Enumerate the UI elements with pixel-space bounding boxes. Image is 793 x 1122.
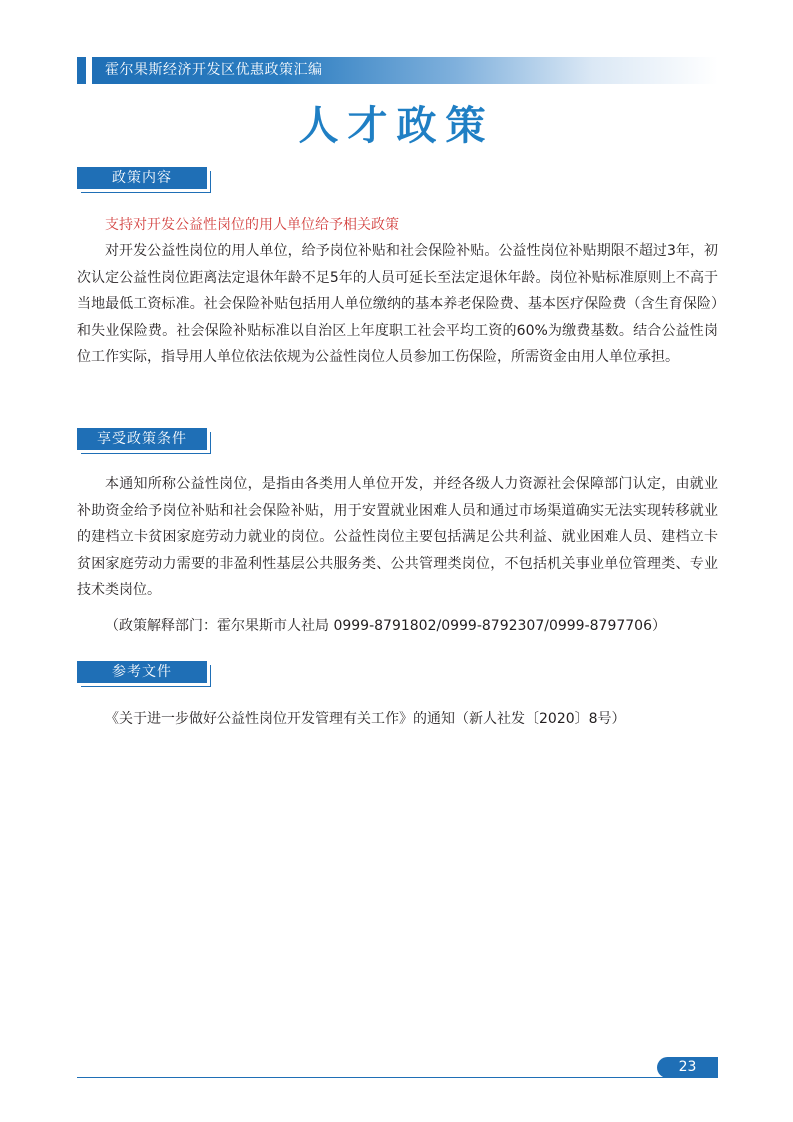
section-label-conditions [77, 428, 213, 454]
section-label-text: 政策内容 [112, 170, 172, 186]
policy-content-paragraph: 对开发公益性岗位的用人单位，给予岗位补贴和社会保险补贴。公益性岗位补贴期限不超过3年，初次认定公益性岗位距离法定退休年龄不足5年的人员可延长至法定退休年龄。岗位补贴标准原则上不高于当地最低工资标准。社会保险补贴包括用人单位缴纳的基本养老保险费、基本医疗保险费（含生育保险）和失业保险费。社会保险补贴标准以自治区上年度职工社会平均工资的60%为缴费基数。结合公益性岗位工作实际，指导用人单位依法依规为公益性岗位人员参加工伤保险，所需资金由用人单位承担。 [77, 243, 718, 365]
reference-document: 《关于进一步做好公益性岗位开发管理有关工作》的通知（新人社发〔2020〕8号） [105, 711, 626, 727]
page-number: 23 [657, 1057, 718, 1078]
footer-rule [77, 1077, 718, 1078]
conditions-paragraph: 本通知所称公益性岗位，是指由各类用人单位开发，并经各级人力资源社会保障部门认定，由就业补助资金给予岗位补贴和社会保险补贴，用于安置就业困难人员和通过市场渠道确实无法实现转移就业的建档立卡贫困家庭劳动力就业的岗位。公益性岗位主要包括满足公共利益、就业困难人员、建档立卡贫困家庭劳动力需要的非盈利性基层公共服务类、公共管理类岗位，不包括机关事业单位管理类、专业技术类岗位。 [77, 476, 718, 598]
policy-contact-info: （政策解释部门：霍尔果斯市人社局 0999-8791802/0999-8792307/0999-8797706） [105, 618, 666, 634]
header-title: 霍尔果斯经济开发区优惠政策汇编 [105, 62, 323, 78]
section-label-policy-content [77, 167, 213, 193]
header-accent-bar [77, 57, 86, 84]
section-label-references [77, 661, 213, 687]
section-label-text: 享受政策条件 [97, 431, 187, 447]
policy-highlight-heading: 支持对开发公益性岗位的用人单位给予相关政策 [105, 217, 399, 233]
page-title: 人才政策 [298, 103, 495, 149]
section-label-text: 参考文件 [112, 664, 172, 680]
